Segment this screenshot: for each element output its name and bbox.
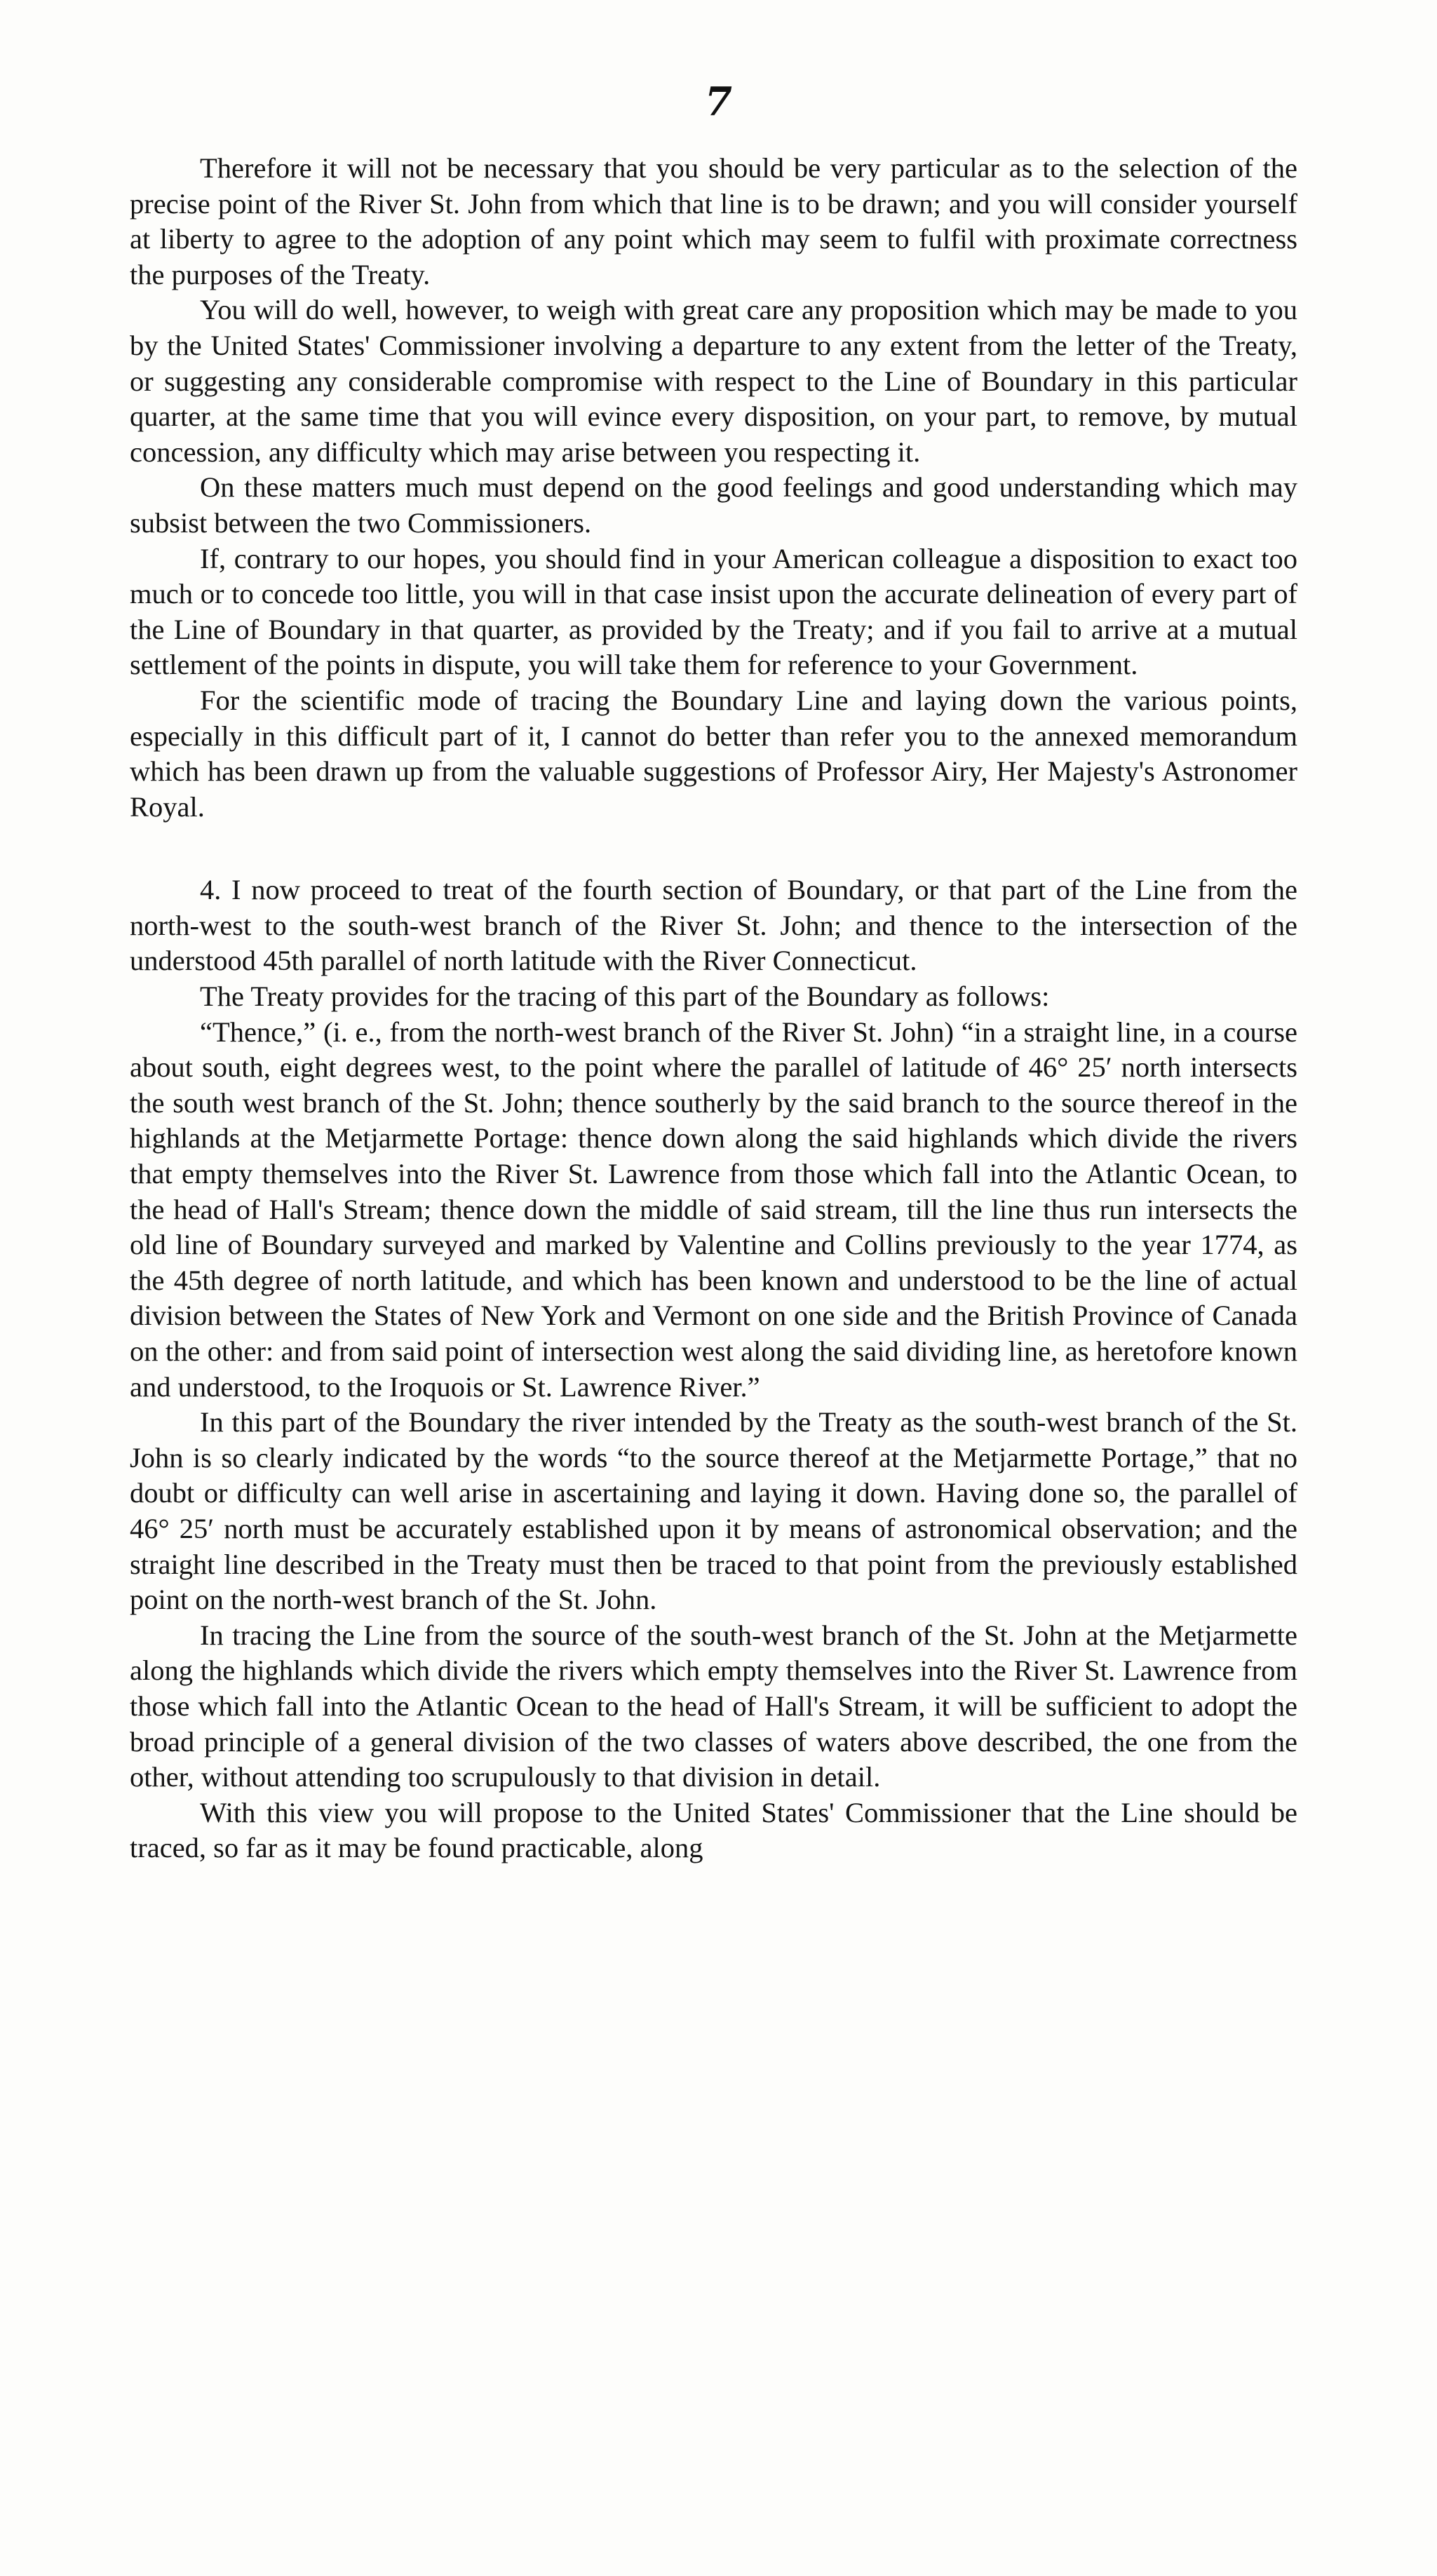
paragraph-selection-of-point: Therefore it will not be necessary that you should be very particular as to the selection of the precise point of the River St. John from which that line is to be drawn; and you will consider yourself at liberty to agree to the adoption of any point which may seem to fulfil with proximate correctness the purposes of the Treaty. xyxy=(130,152,1297,290)
paragraph-scientific-mode: For the scientific mode of tracing the Boundary Line and laying down the various points, especially in this difficult part of it, I cannot do better than refer you to the annexed memorandum which has been drawn up from the valuable suggestions of Professor Airy, Her Majesty's Astronomer Royal. xyxy=(130,684,1297,823)
paragraph-treaty-quotation: “Thence,” (i. e., from the north-west branch of the River St. John) “in a straight line, in a course about south, eight degrees west, to the point where the parallel of latitude of 46° 25′ north intersects the south west branch of the St. John; thence southerly by the said branch to the source thereof in the highlands at the Metjarmette Portage: thence down along the said highlands which divide the rivers that empty themselves into the River St. Lawrence from those which fall into the Atlantic Ocean, to the head of Hall's Stream; thence down the middle of said stream, till the line thus run intersects the old line of Boundary surveyed and marked by Valentine and Collins previously to the year 1774, as the 45th degree of north latitude, and which has been known and understood to be the line of actual division between the States of New York and Vermont on one side and the British Province of Canada on the other: and from said point of intersection west along the said dividing line, as heretofore known and understood, to the Iroquois or St. Lawrence River.” xyxy=(130,1016,1297,1403)
paragraph-treaty-provides: The Treaty provides for the tracing of this part of the Boundary as follows: xyxy=(200,980,1050,1013)
paragraph-south-west-branch: In this part of the Boundary the river intended by the Treaty as the south-west branch of the St. John is so clearly indicated by the words “to the source thereof at the Metjarmette Portage,” that no doubt or difficulty can well arise in ascertaining and laying it down. Having done so, the parallel of 46° 25′ north must be accurately established upon it by means of astronomical observation; and the straight line described in the Treaty must then be traced to that point from the previously established point on the north-west branch of the St. John. xyxy=(130,1406,1297,1616)
paragraph-tracing-highlands: In tracing the Line from the source of the south-west branch of the St. John at the Metjarmette along the highlands which divide the rivers which empty themselves into the River St. Lawrence from those which fall into the Atlantic Ocean to the head of Hall's Stream, it will be sufficient to adopt the broad principle of a general division of the two classes of waters above described, the one from the other, without attending too scrupulously to that division in detail. xyxy=(130,1619,1297,1793)
paragraph-propose-to-commissioner: With this view you will propose to the United States' Commissioner that the Line should be traced, so far as it may be found practicable, along xyxy=(130,1796,1297,1864)
paragraph-fourth-section: 4. I now proceed to treat of the fourth section of Boundary, or that part of the Line from the north-west to the south-west branch of the River St. John; and thence to the intersection of the understood 45th parallel of north latitude with the River Connecticut. xyxy=(130,874,1297,977)
paragraph-good-feelings: On these matters much must depend on the good feelings and good understanding which may subsist between the two Commissioners. xyxy=(130,471,1297,539)
paragraph-contrary-to-hopes: If, contrary to our hopes, you should find in your American colleague a disposition to exact too much or to concede too little, you will in that case insist upon the accurate delineation of every part of the Line of Boundary in that quarter, as provided by the Treaty; and if you fail to arrive at a mutual settlement of the points in dispute, you will take them for reference to your Government. xyxy=(130,542,1297,681)
body-text xyxy=(130,151,1297,1866)
paragraph-weigh-proposition: You will do well, however, to weigh with great care any proposition which may be made to you by the United States' Commissioner involving a departure to any extent from the letter of the Treaty, or suggesting any considerable compromise with respect to the Line of Boundary in this particular quarter, at the same time that you will evince every disposition, on your part, to remove, by mutual concession, any difficulty which may arise between you respecting it. xyxy=(130,294,1297,468)
page-number: 7 xyxy=(705,79,732,125)
